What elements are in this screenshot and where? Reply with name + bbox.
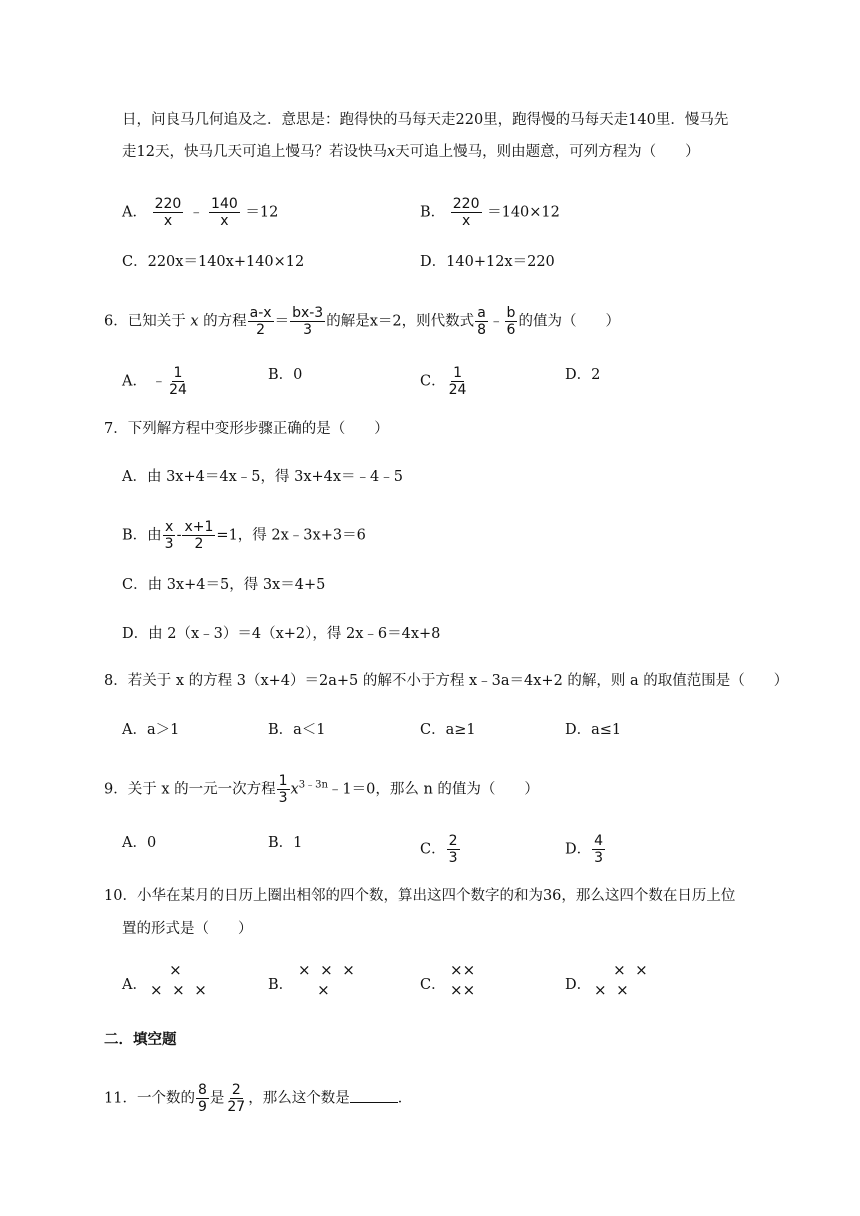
- q8-option-b[interactable]: B．a＜1: [268, 722, 326, 738]
- fraction: $\frac{b}{6}$: [506, 305, 516, 338]
- q7-option-d[interactable]: D．由 2（x﹣3）＝4（x+2），得 2x﹣6＝4x+8: [122, 626, 441, 642]
- q10-option-a-label[interactable]: A．: [122, 977, 147, 993]
- q10-option-b-label[interactable]: B．: [268, 977, 294, 993]
- q9-option-b[interactable]: B．1: [268, 835, 303, 851]
- q10-option-c-grid: ×× ××: [450, 961, 476, 999]
- fraction: $\frac{1}{24}$: [448, 365, 467, 398]
- q6-option-a[interactable]: A． ﹣ $\frac{1}{24}$: [122, 365, 187, 398]
- q8-option-a[interactable]: A．a＞1: [122, 722, 180, 738]
- answer-blank[interactable]: [350, 1088, 398, 1103]
- q9-option-d[interactable]: D． $\frac{4}{3}$: [565, 833, 604, 866]
- q10-option-c-label[interactable]: C．: [420, 977, 446, 993]
- fraction: $\frac{a}{8}$: [477, 305, 487, 338]
- fraction: $\frac{220}{x}$: [452, 196, 480, 229]
- q11-stem: 11．一个数的 $\frac{8}{9}$ 是 $\frac{2}{27}$ ，那么这个数是 ．: [104, 1082, 413, 1115]
- q7-option-b[interactable]: B．由 $\frac{x}{3}$ - $\frac{x+1}{2}$ =1，得 2x﹣3x+3＝6: [122, 519, 366, 552]
- fraction: $\frac{8}{9}$: [197, 1082, 207, 1115]
- fraction: $\frac{1}{3}$: [278, 773, 288, 806]
- fraction: $\frac{220}{x}$: [154, 196, 182, 229]
- q6-option-d[interactable]: D．2: [565, 367, 601, 383]
- fraction: $\frac{4}{3}$: [594, 833, 604, 866]
- fraction: $\frac{bx-3}{3}$: [292, 305, 324, 338]
- q10-option-a-grid: × × × ×: [150, 961, 207, 999]
- q9-option-c[interactable]: C． $\frac{2}{3}$: [420, 833, 458, 866]
- q7-stem: 7．下列解方程中变形步骤正确的是（ ）: [104, 421, 389, 437]
- q10-stem-line2: 置的形式是（ ）: [122, 921, 253, 937]
- q5-option-b[interactable]: B． $\frac{220}{x}$ ＝140×12: [420, 196, 560, 229]
- q10-option-d-label[interactable]: D．: [565, 977, 592, 993]
- fraction: $\frac{140}{x}$: [211, 196, 238, 229]
- q7-option-c[interactable]: C．由 3x+4＝5，得 3x＝4+5: [122, 577, 326, 593]
- q5-option-d[interactable]: D．140+12x＝220: [420, 254, 555, 270]
- fraction: $\frac{2}{3}$: [448, 833, 458, 866]
- q5-option-a[interactable]: A． $\frac{220}{x}$ ﹣ $\frac{140}{x}$ ＝12: [122, 196, 279, 229]
- fraction: $\frac{a-x}{2}$: [249, 305, 272, 338]
- q6-option-c[interactable]: C． $\frac{1}{24}$: [420, 365, 467, 398]
- q10-option-b-grid: × × × ×: [298, 961, 355, 999]
- q7-option-a[interactable]: A．由 3x+4＝4x﹣5，得 3x+4x＝﹣4﹣5: [122, 469, 404, 485]
- q6-option-b[interactable]: B．0: [268, 367, 303, 383]
- fraction: $\frac{1}{24}$: [169, 365, 187, 398]
- q6-stem: 6．已知关于 x 的方程 $\frac{a-x}{2}$ ＝ $\frac{bx-3}{3}$ 的解是x＝2，则代数式 $\frac{a}{8}$ ﹣ $\frac{b}{6}$ 的值为（ ）: [104, 305, 620, 338]
- fraction: $\frac{x}{3}$: [164, 519, 174, 552]
- q9-option-a[interactable]: A．0: [122, 835, 157, 851]
- q5-stem-line2: 走12天，快马几天可追上慢马？若设快马x天可追上慢马，则由题意，可列方程为（ ）: [122, 144, 700, 160]
- q9-stem: 9．关于 x 的一元一次方程 $\frac{1}{3}$ $x^{3﹣3n}﹣1=0$，那么 n 的值为（ ）: [104, 773, 539, 806]
- q8-option-c[interactable]: C．a≥1: [420, 722, 476, 738]
- q10-option-d-grid: × × × ×: [594, 961, 648, 999]
- fraction: $\frac{x+1}{2}$: [184, 519, 214, 552]
- section-heading: 二．填空题: [104, 1032, 177, 1048]
- q5-stem-line1: 日，问良马几何追及之．意思是：跑得快的马每天走220里，跑得慢的马每天走140里．慢马先: [122, 112, 729, 128]
- q8-option-d[interactable]: D．a≤1: [565, 722, 622, 738]
- q8-stem: 8．若关于 x 的方程 3（x+4）＝2a+5 的解不小于方程 x﹣3a＝4x+2 的解，则 a 的取值范围是（ ）: [104, 673, 789, 689]
- q5-option-c[interactable]: C．220x＝140x+140×12: [122, 254, 305, 270]
- q10-stem-line1: 10．小华在某月的日历上圈出相邻的四个数，算出这四个数字的和为36，那么这四个数在日历上位: [104, 888, 736, 904]
- fraction: $\frac{2}{27}$: [227, 1082, 246, 1115]
